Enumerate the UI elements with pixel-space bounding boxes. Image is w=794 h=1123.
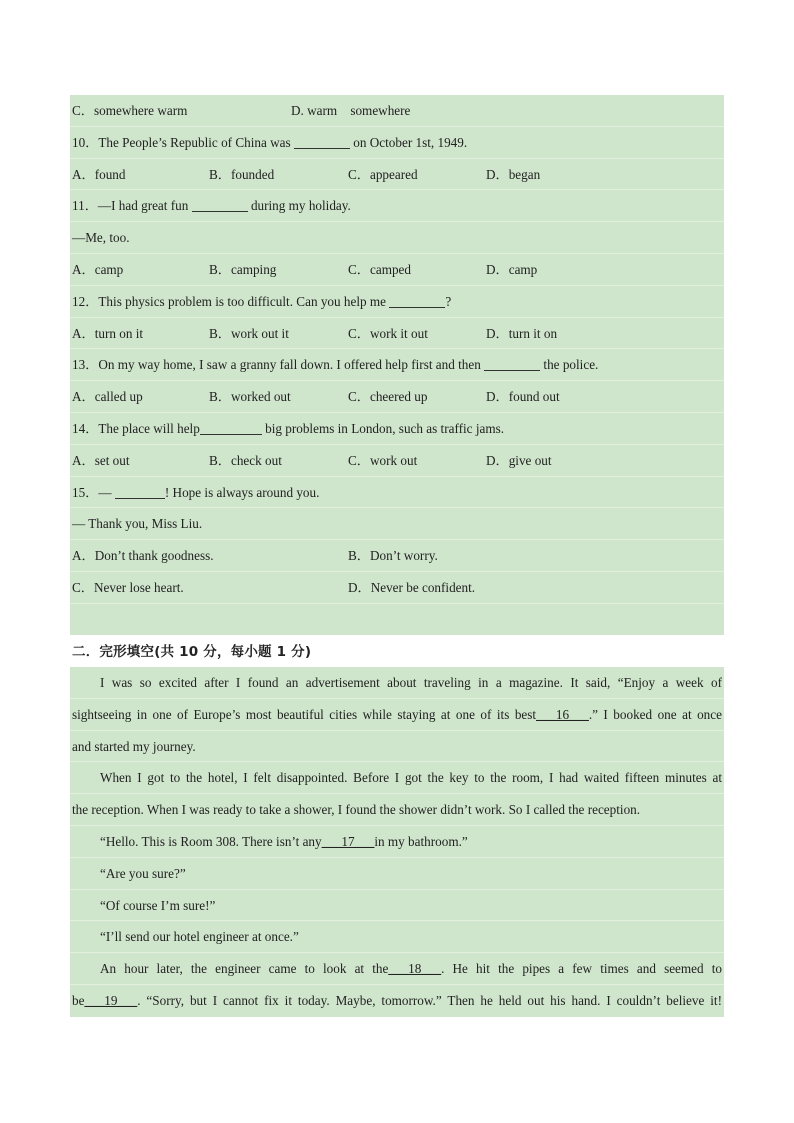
passage-line: be___19___. “Sorry, but I cannot fix it today. Maybe, tomorrow.” Then he held out his hand. I couldn’t believe it!: [72, 992, 722, 1008]
option-a: A．Don’t thank goodness.: [72, 548, 214, 564]
passage-line: and started my journey.: [70, 731, 724, 763]
option-b: B．founded: [209, 166, 275, 182]
section-title: 二．完形填空(共 10 分，每小题 1 分): [72, 644, 312, 660]
cloze-blank-19: ___19___: [84, 992, 138, 1008]
q15-reply: — Thank you, Miss Liu.: [70, 508, 724, 540]
option-b: B．work out it: [209, 325, 289, 341]
q15-options-cd: [70, 572, 724, 604]
passage-line: An hour later, the engineer came to look at the___18___. He hit the pipes a few times and seemed to: [70, 953, 724, 985]
option-b: B．Don’t worry.: [348, 548, 438, 564]
q10-stem: 10．The People’s Republic of China was on October 1st, 1949.: [70, 127, 724, 159]
option-c: C．work out: [348, 452, 418, 468]
option-a: A．turn on it: [72, 325, 144, 341]
option-a: A．camp: [72, 261, 124, 277]
dialogue-line: “Are you sure?”: [70, 858, 724, 890]
passage-line: I was so excited after I found an advertisement about traveling in a magazine. It said, “Enjoy a week of: [70, 667, 724, 699]
option-d: D．Never be confident.: [348, 579, 476, 595]
choice-questions-block: [70, 95, 724, 635]
q11-stem: 11．—I had great fun during my holiday.: [70, 190, 724, 222]
option-d: D. warm somewhere: [291, 103, 411, 118]
option-b: B．check out: [209, 452, 282, 468]
answer-blank: [389, 293, 445, 308]
passage-line: When I got to the hotel, I felt disappointed. Before I got the key to the room, I had waited fifteen minutes at: [70, 762, 724, 794]
option-d: D．give out: [486, 452, 552, 468]
option-a: A．called up: [72, 389, 143, 405]
q11-options: [70, 254, 724, 286]
q12-options: [70, 318, 724, 350]
option-d: D．began: [486, 166, 541, 182]
option-d: D．camp: [486, 261, 538, 277]
passage-line: the reception. When I was ready to take a shower, I found the shower didn’t work. So I called the reception.: [70, 794, 724, 826]
option-c: C．Never lose heart.: [72, 579, 184, 595]
answer-blank: [192, 197, 248, 212]
dialogue-line: “Hello. This is Room 308. There isn’t any___17___in my bathroom.”: [70, 826, 724, 858]
q13-options: [70, 381, 724, 413]
dialogue-line: “Of course I’m sure!”: [70, 890, 724, 922]
option-c: C．cheered up: [348, 389, 428, 405]
option-d: D．found out: [486, 389, 560, 405]
option-c: C．appeared: [348, 166, 418, 182]
option-c: C．somewhere warm: [72, 103, 188, 118]
answer-blank: [484, 356, 540, 371]
answer-blank: [200, 420, 262, 435]
cloze-blank-16: ___16___: [536, 706, 589, 722]
cloze-blank-18: ___18___: [388, 961, 442, 977]
cloze-passage-block: [70, 667, 724, 1017]
option-a: A．found: [72, 166, 126, 182]
q12-stem: 12．This physics problem is too difficult. Can you help me ?: [70, 286, 724, 318]
answer-blank: [294, 134, 350, 149]
passage-line: sightseeing in one of Europe’s most beautiful cities while staying at one of its best___16___.” I booked one at once: [70, 699, 724, 731]
empty-row: [70, 604, 724, 636]
cloze-blank-17: ___17___: [321, 833, 375, 849]
q15-stem: 15．— ! Hope is always around you.: [70, 477, 724, 509]
option-d: D．turn it on: [486, 325, 558, 341]
option-b: B．worked out: [209, 389, 291, 405]
q9-options-cd: [70, 95, 724, 127]
option-c: C．camped: [348, 261, 411, 277]
answer-blank: [115, 484, 165, 499]
q14-options: [70, 445, 724, 477]
dialogue-line: “I’ll send our hotel engineer at once.”: [70, 921, 724, 953]
q15-options-ab: [70, 540, 724, 572]
q10-options: [70, 159, 724, 191]
option-b: B．camping: [209, 261, 277, 277]
option-a: A．set out: [72, 452, 130, 468]
q14-stem: 14．The place will help big problems in London, such as traffic jams.: [70, 413, 724, 445]
option-c: C．work it out: [348, 325, 428, 341]
q11-reply: —Me, too.: [70, 222, 724, 254]
q13-stem: 13．On my way home, I saw a granny fall down. I offered help first and then the police.: [70, 349, 724, 381]
